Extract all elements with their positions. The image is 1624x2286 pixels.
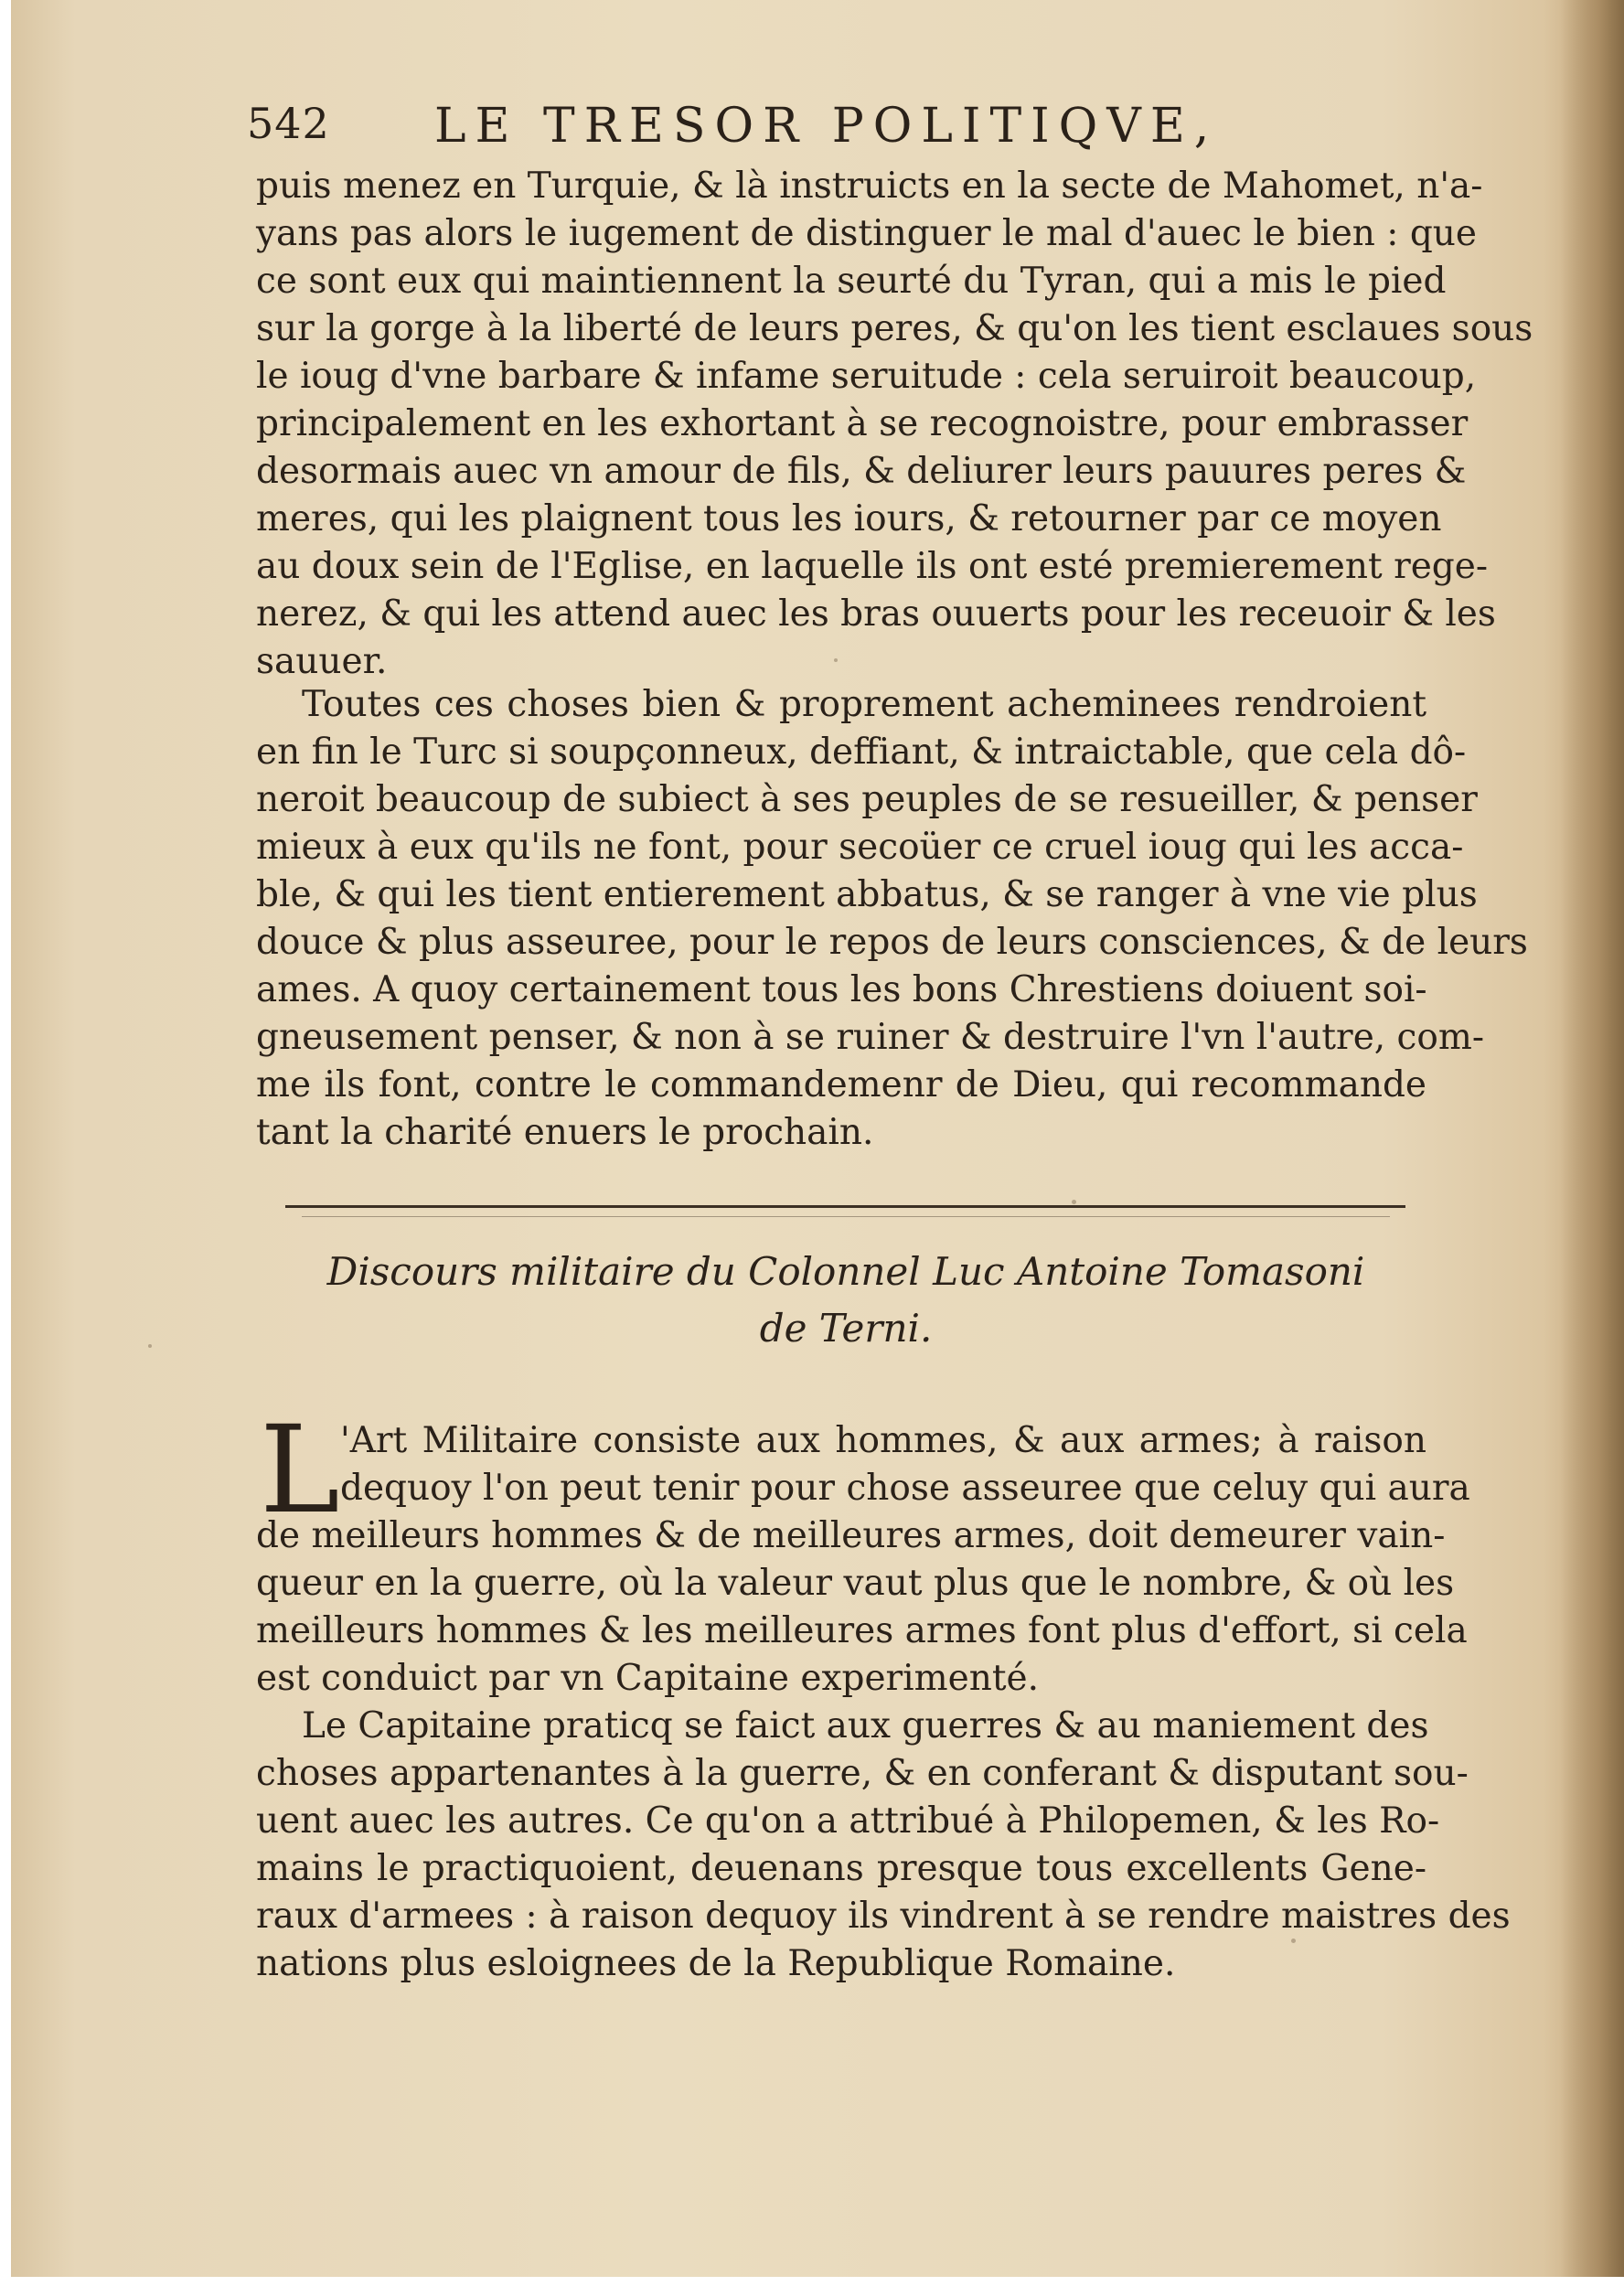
text-line: mains le practiquoient, deuenans presque tous excellents Gene-	[256, 1848, 1426, 1889]
paper-speck	[1072, 1200, 1076, 1204]
text-line: ames. A quoy certainement tous les bons Chrestiens doiuent soi-	[256, 969, 1427, 1010]
paragraph-2	[256, 681, 1528, 1157]
section-divider-thin	[302, 1216, 1390, 1217]
text-line: nations plus esloignees de la Republique Romaine.	[256, 1943, 1176, 1984]
paragraph-3-opening	[340, 1417, 1470, 1512]
text-line: principalement en les exhortant à se recognoistre, pour embrasser	[256, 403, 1469, 444]
running-title: LE TRESOR POLITIQVE,	[434, 99, 1219, 154]
text-line: au doux sein de l'Eglise, en laquelle ils ont esté premierement rege-	[256, 546, 1489, 587]
text-line: meilleurs hommes & les meilleures armes font plus d'effort, si cela	[256, 1610, 1468, 1651]
drop-capital: L	[260, 1400, 340, 1541]
text-line: en fin le Turc si soupçonneux, deffiant, & intraictable, que cela dô-	[256, 732, 1467, 773]
section-title-line-1: Discours militaire du Colonnel Luc Antoine Tomasoni	[326, 1249, 1365, 1294]
section-divider	[285, 1205, 1405, 1208]
text-line: nerez, & qui les attend auec les bras ouuerts pour les receuoir & les	[256, 593, 1496, 635]
text-line: desormais auec vn amour de fils, & deliurer leurs pauures peres &	[256, 451, 1467, 492]
paragraph-1	[256, 163, 1533, 686]
text-line: neroit beaucoup de subiect à ses peuples de se resueiller, & penser	[256, 779, 1478, 820]
page-number: 542	[247, 99, 330, 148]
text-line: ce sont eux qui maintiennent la seurté du Tyran, qui a mis le pied	[256, 261, 1447, 302]
text-line: Le Capitaine praticq se faict aux guerres & au maniement des	[302, 1705, 1429, 1747]
text-line: 'Art Militaire consiste aux hommes, & aux armes; à raison	[340, 1420, 1426, 1461]
text-line: Toutes ces choses bien & proprement acheminees rendroient	[302, 684, 1426, 725]
paragraph-3-and-4	[256, 1512, 1511, 1988]
text-line: uent auec les autres. Ce qu'on a attribué à Philopemen, & les Ro-	[256, 1800, 1440, 1842]
running-header	[247, 99, 1436, 163]
section-title-line-2: de Terni.	[759, 1306, 933, 1351]
text-line: sauuer.	[256, 641, 388, 682]
text-line: ble, & qui les tient entierement abbatus, & se ranger à vne vie plus	[256, 874, 1478, 915]
text-line: est conduict par vn Capitaine experimenté.	[256, 1658, 1039, 1699]
section-title	[274, 1244, 1417, 1357]
text-line: me ils font, contre le commandemenr de Dieu, qui recommande	[256, 1064, 1426, 1106]
text-line: raux d'armees : à raison dequoy ils vindrent à se rendre maistres des	[256, 1896, 1511, 1937]
text-line: le ioug d'vne barbare & infame seruitude : cela seruiroit beaucoup,	[256, 356, 1477, 397]
text-line: tant la charité enuers le prochain.	[256, 1112, 874, 1153]
text-line: queur en la guerre, où la valeur vaut plus que le nombre, & où les	[256, 1563, 1455, 1604]
text-line: sur la gorge à la liberté de leurs peres, & qu'on les tient esclaues sous	[256, 308, 1533, 349]
text-line: mieux à eux qu'ils ne font, pour secoüer ce cruel ioug qui les acca-	[256, 827, 1464, 868]
page-edge-shadow	[1560, 0, 1624, 2277]
text-line: dequoy l'on peut tenir pour chose asseuree que celuy qui aura	[340, 1468, 1470, 1509]
text-line: gneusement penser, & non à se ruiner & destruire l'vn l'autre, com-	[256, 1017, 1485, 1058]
text-line: de meilleurs hommes & de meilleures armes, doit demeurer vain-	[256, 1515, 1446, 1556]
text-line: yans pas alors le iugement de distinguer le mal d'auec le bien : que	[256, 213, 1478, 254]
paper-speck	[148, 1344, 152, 1348]
text-line: puis menez en Turquie, & là instruicts en la secte de Mahomet, n'a-	[256, 166, 1483, 207]
text-line: choses appartenantes à la guerre, & en conferant & disputant sou-	[256, 1753, 1469, 1794]
text-line: meres, qui les plaignent tous les iours, & retourner par ce moyen	[256, 498, 1442, 539]
text-line: douce & plus asseuree, pour le repos de leurs consciences, & de leurs	[256, 922, 1528, 963]
